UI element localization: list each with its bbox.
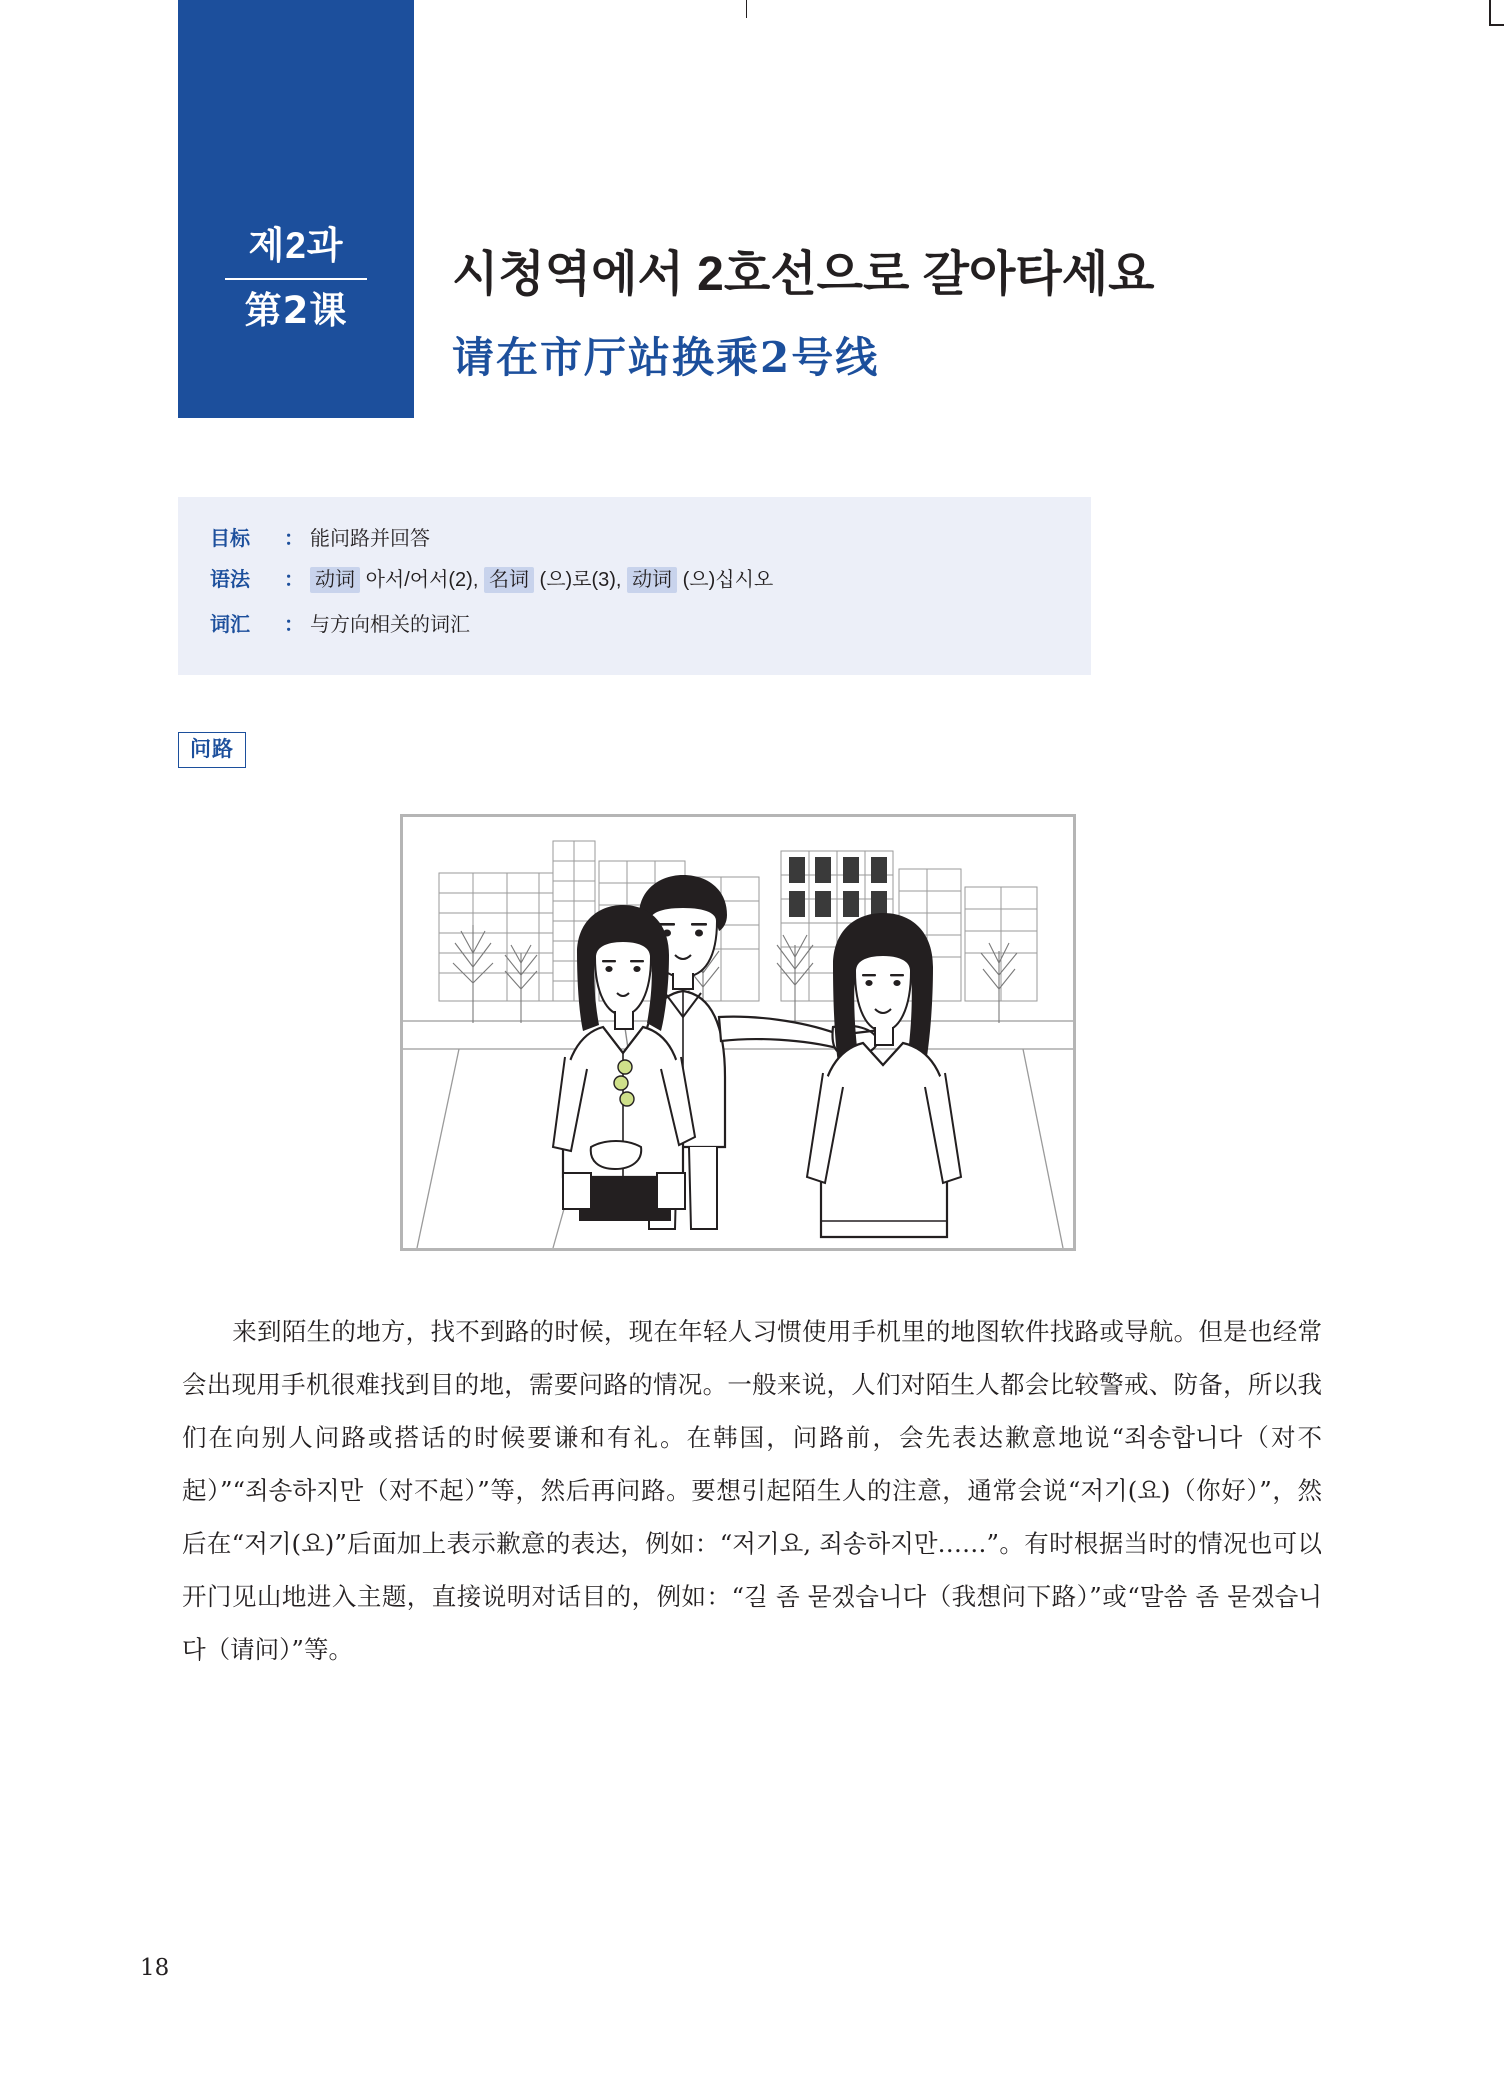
objective-vocab-label: 词汇 [210, 614, 250, 636]
objective-vocab-row [210, 613, 470, 637]
page-title-korean: 시청역에서 2호선으로 갈아타세요 [452, 248, 1155, 301]
objective-grammar-colon: ： [284, 569, 304, 591]
grammar-chip-verb-1: 动词 [310, 567, 360, 593]
crop-mark-top-right-vertical [1489, 0, 1491, 26]
crop-mark-top-right-horizontal [1489, 24, 1504, 26]
crop-mark-top [746, 0, 747, 18]
objective-vocab-text: 与方向相关的词汇 [310, 614, 470, 636]
lesson-number-chinese: 第2课 [244, 288, 348, 332]
page-number: 18 [140, 1955, 170, 1981]
paragraph-text: 来到陌生的地方，找不到路的时候，现在年轻人习惯使用手机里的地图软件找路或导航。但是也经常会出现用手机很难找到目的地，需要问路的情况。一般来说，人们对陌生人都会比较警戒、防备，所以我们在向别人问路或搭话的时候要谦和有礼。在韩国，问路前，会先表达歉意地说“죄송합니다（对不起）”“죄송하지만（对不起）”等，然后再问路。要想引起陌生人的注意，通常会说“저기(요)（你好）”，然后在“저기(요)”后面加上表示歉意的表达，例如：“저기요, 죄송하지만……”。有时根据当时的情况也可以开门见山地进入主题，直接说明对话目的，例如：“길 좀 묻겠습니다（我想问下路）”或“말씀 좀 묻겠습니다（请问）”等。 [182, 1317, 1322, 1664]
grammar-chip-verb-2: 动词 [627, 567, 677, 593]
objective-goal-colon: ： [284, 528, 304, 550]
grammar-chip-noun: 名词 [484, 567, 534, 593]
lesson-number-block [178, 0, 414, 418]
page-title-chinese: 请在市厅站换乘2号线 [452, 333, 880, 382]
grammar-text-1: 아서/어서(2), [365, 569, 479, 591]
objectives-box [178, 497, 1091, 675]
objective-grammar-row [210, 568, 773, 592]
body-paragraph [182, 1305, 1322, 1676]
street-scene-illustration [403, 817, 1073, 1248]
objective-goal-row [210, 527, 430, 551]
lesson-number-divider [225, 278, 367, 280]
section-tag-asking-directions: 问路 [178, 732, 246, 768]
objective-grammar-label: 语法 [210, 569, 250, 591]
lesson-number-korean: 제2과 [248, 225, 344, 267]
grammar-text-3: (으)십시오 [682, 569, 774, 591]
grammar-text-2: (으)로(3), [539, 569, 622, 591]
illustration-frame [400, 814, 1076, 1251]
objective-goal-label: 目标 [210, 528, 250, 550]
objective-vocab-colon: ： [284, 614, 304, 636]
objective-goal-text: 能问路并回答 [310, 528, 430, 550]
